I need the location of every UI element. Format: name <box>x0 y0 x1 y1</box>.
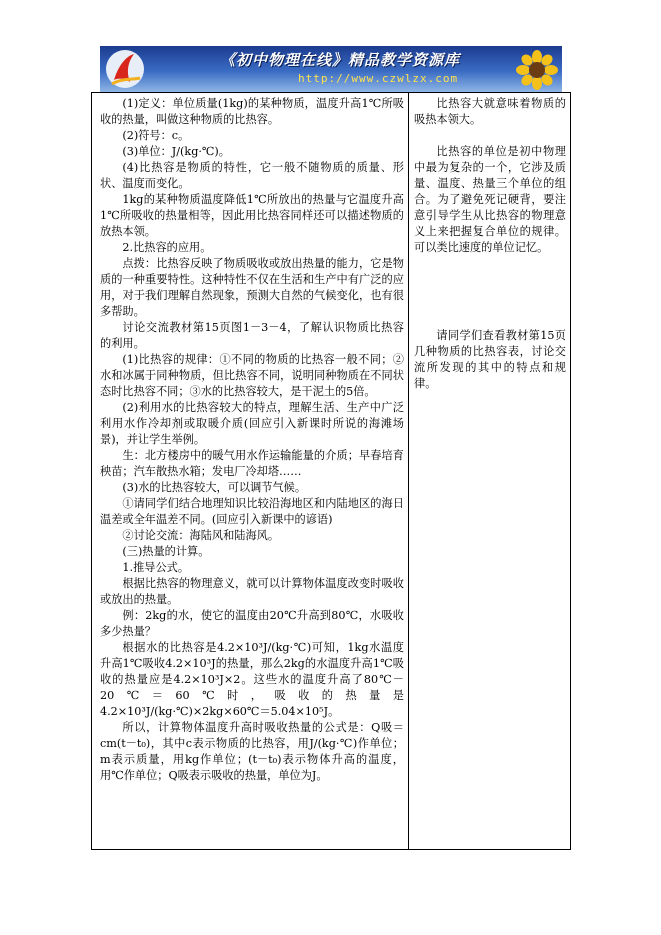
paragraph: 讨论交流教材第15页图1－3－4，了解认识物质比热容的利用。 <box>100 321 404 350</box>
paragraph: ①请同学们结合地理知识比较沿海地区和内陆地区的海日温差或全年温差不同。(回应引入新课中的谚语) <box>100 497 404 526</box>
paragraph: 根据水的比热容是4.2×10³J/(kg·℃)可知，1kg水温度升高1℃吸收4.2×10³J的热量，那么2kg的水温度升高1℃吸收的热量应是4.2×10³J×2。这些水的温度升高了80℃－20℃＝60℃时，吸收的热量是4.2×10³J/(kg·℃)×2kg×60℃＝5.04×10⁵J。 <box>100 641 404 718</box>
paragraph: (2)符号：c。 <box>122 129 190 142</box>
paragraph: (3)水的比热容较大，可以调节气候。 <box>122 481 307 494</box>
paragraph: 所以，计算物体温度升高时吸收热量的公式是：Q吸＝cm(t－t₀)，其中c表示物质的比热容，用J/(kg·℃)作单位；m表示质量，用kg作单位；(t－t₀)表示物体升高的温度，用℃作单位；Q吸表示吸收的热量，单位为J。 <box>100 721 404 782</box>
paragraph: (1)定义：单位质量(1kg)的某种物质，温度升高1℃所吸收的热量，叫做这种物质的比热容。 <box>100 97 404 126</box>
banner-url[interactable]: http://www.czwlzx.com <box>298 72 459 85</box>
teaching-note: 比热容的单位是初中物理中最为复杂的一个，它涉及质量、温度、热量三个单位的组合。为了避免死记硬背，要注意引导学生从比热容的物理意义上来把握复合单位的规律。可以类比速度的单位记忆。 <box>414 145 566 254</box>
paragraph: (三)热量的计算。 <box>122 545 210 558</box>
paragraph: 1.推导公式。 <box>122 561 190 574</box>
sunflower-icon <box>514 50 560 90</box>
paragraph: 根据比热容的物理意义，就可以计算物体温度改变时吸收或放出的热量。 <box>100 577 404 606</box>
lesson-content-column <box>100 96 404 784</box>
paragraph: 点拨：比热容反映了物质吸收或放出热量的能力，它是物质的一种重要特性。这种特性不仅在生活和生产中有广泛的应用，对于我们理解自然现象，预测大自然的气候变化，也有很多帮助。 <box>100 257 404 318</box>
paragraph: 生：北方楼房中的暖气用水作运输能量的介质；早春培育秧苗；汽车散热水箱；发电厂冷却塔…… <box>100 449 404 478</box>
paragraph: ②讨论交流：海陆风和陆海风。 <box>122 529 280 542</box>
red-swoosh-logo-icon <box>104 48 146 90</box>
paragraph: (4)比热容是物质的特性，它一般不随物质的质量、形状、温度而变化。 <box>100 161 404 190</box>
paragraph: 1kg的某种物质温度降低1℃所放出的热量与它温度升高1℃所吸收的热量相等，因此用比热容同样还可以描述物质的放热本领。 <box>100 193 404 238</box>
column-divider <box>408 93 409 849</box>
banner-title: 《初中物理在线》精品教学资源库 <box>220 51 461 69</box>
paragraph: 2.比热容的应用。 <box>122 241 212 254</box>
lesson-table <box>91 92 571 850</box>
teaching-note: 请同学们查看教材第15页几种物质的比热容表，讨论交流所发现的其中的特点和规律。 <box>414 329 566 390</box>
paragraph: (3)单位：J/(kg·℃)。 <box>122 145 230 158</box>
paragraph: (2)利用水的比热容较大的特点，理解生活、生产中广泛利用水作冷却剂或取暖介质(回应引入新课时所说的海滩场景)，并让学生举例。 <box>100 401 404 446</box>
header-banner <box>100 46 562 92</box>
teaching-note: 比热容大就意味着物质的吸热本领大。 <box>414 97 566 126</box>
paragraph: (1)比热容的规律：①不同的物质的比热容一般不同；②水和冰属于同种物质，但比热容不同，说明同种物质在不同状态时比热容不同；③水的比热容较大，是干泥土的5倍。 <box>100 353 404 398</box>
paragraph: 例：2kg的水，使它的温度由20℃升高到80℃，水吸收多少热量？ <box>100 609 404 638</box>
teaching-notes-column <box>414 96 566 392</box>
